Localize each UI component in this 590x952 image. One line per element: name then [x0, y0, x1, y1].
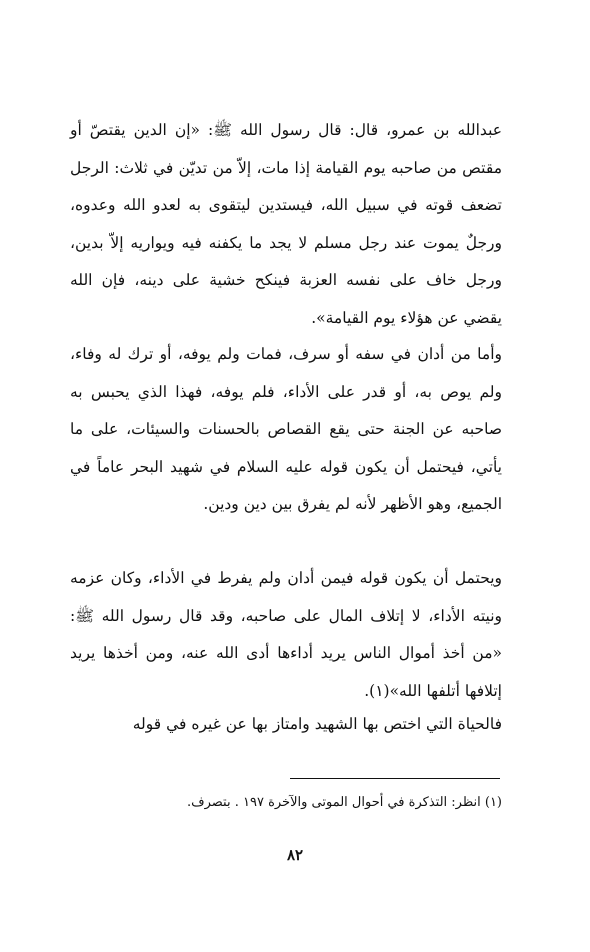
paragraph-1: عبدالله بن عمرو، قال: قال رسول الله ﷺ: «إن الدين يقتصّ أو مقتص من صاحبه يوم القيامة إذا مات، إلاّ من تديّن في ثلاث: الرجل تضعف قوته في سبيل الله، فيستدين ليتقوى به لعدو الله وعدوه، ورجلٌ يموت عند رجل مسلم لا يجد ما يكفنه فيه ويواريه إلاّ بدين، ورجل خاف على نفسه العزبة فينكح خشية على دينه، فإن الله يقضي عن هؤلاء يوم القيامة».: [70, 121, 502, 327]
footnote-divider: [290, 778, 500, 779]
paragraph-4: فالحياة التي اختص بها الشهيد وامتاز بها عن غيره في قوله: [132, 715, 502, 733]
footnote: (١) انظر: التذكرة في أحوال الموتى والآخرة ١٩٧ . بتصرف.: [186, 795, 502, 810]
page-number: ٨٢: [286, 846, 304, 864]
paragraph-3: ويحتمل أن يكون قوله فيمن أدان ولم يفرط في الأداء، وكان عزمه ونيته الأداء، لا إتلاف المال على صاحبه، وقد قال رسول الله ﷺ: «من أخذ أموال الناس يريد أداءها أدى الله عنه، ومن أخذها يريد إتلافها أتلفها الله»(١).: [70, 569, 502, 700]
paragraph-2: وأما من أدان في سفه أو سرف، فمات ولم يوفه، أو ترك له وفاء، ولم يوص به، أو قدر على الأداء، فلم يوفه، فهذا الذي يحبس به صاحبه عن الجنة حتى يقع القصاص بالحسنات والسيئات، على ما يأتي، فيحتمل أن يكون قوله عليه السلام في شهيد البحر عاماً في الجميع، وهو الأظهر لأنه لم يفرق بين دين ودين.: [70, 345, 502, 514]
